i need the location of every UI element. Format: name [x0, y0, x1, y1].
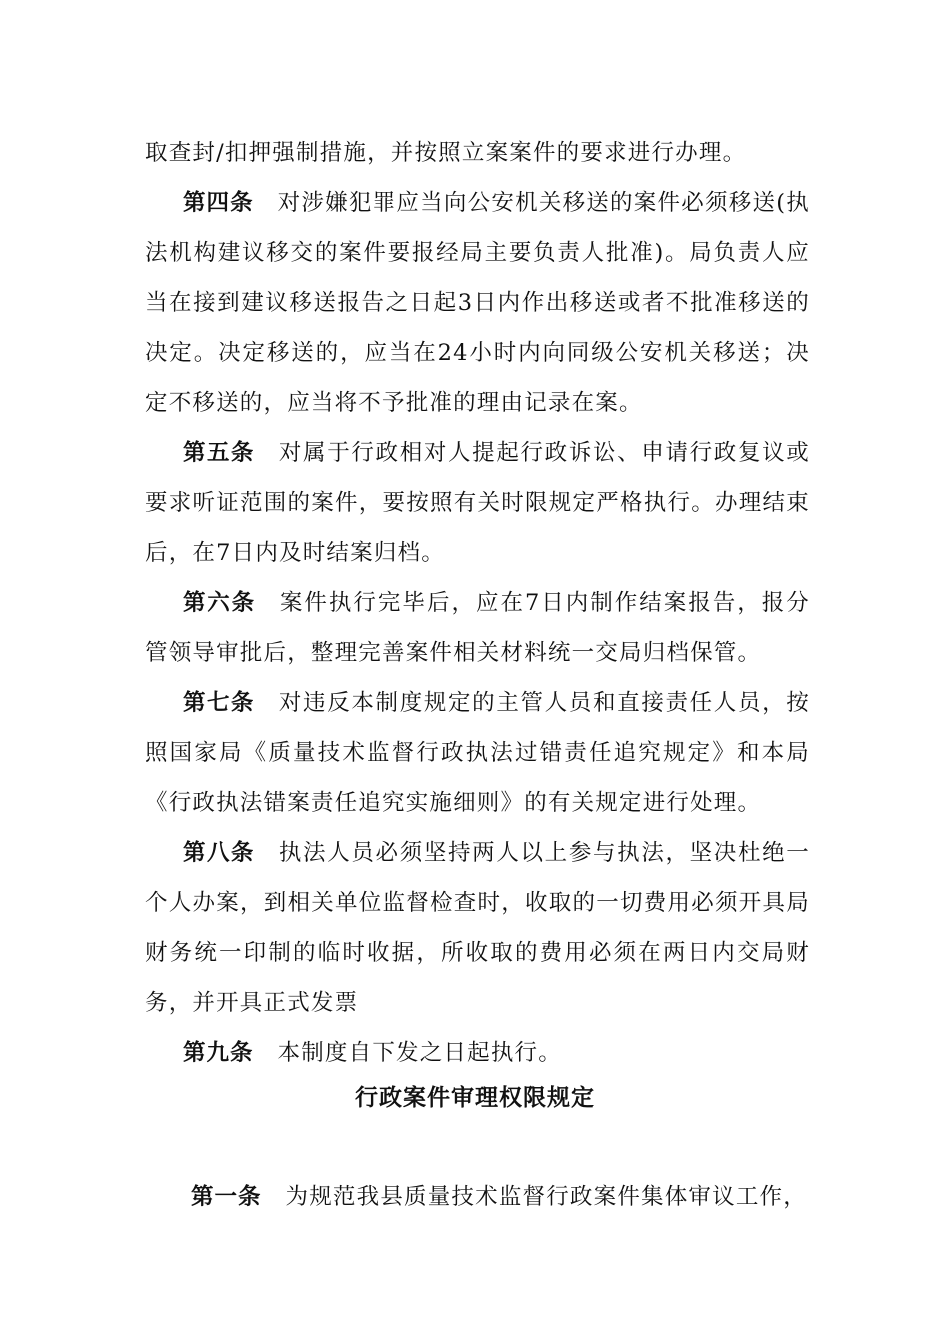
article-text: 对涉嫌犯罪应当向公安机关移送的案件必须移送(执法机构建议移交的案件要报经局主要负责人批准)。局负责人应当在接到建议移送报告之日起3日内作出移送或者不批准移送的决定。决定移送的，应当在24小时内向同级公安机关移送；决定不移送的，应当将不予批准的理由记录在案。 — [145, 190, 810, 416]
article-label: 第六条 — [183, 590, 256, 616]
article-text: 执法人员必须坚持两人以上参与执法，坚决杜绝一个人办案，到相关单位监督检查时，收取的一切费用必须开具局财务统一印制的临时收据，所收取的费用必须在两日内交局财务，并开具正式发票 — [145, 840, 810, 1016]
article-label: 第一条 — [191, 1184, 262, 1210]
section-title: 行政案件审理权限规定 — [355, 1085, 595, 1111]
continuation-paragraph: 取查封/扣押强制措施，并按照立案案件的要求进行办理。 — [145, 140, 747, 166]
document-body — [145, 128, 810, 1078]
article-label: 第七条 — [183, 690, 255, 716]
article-text: 对属于行政相对人提起行政诉讼、申请行政复议或要求听证范围的案件，要按照有关时限规定严格执行。办理结束后，在7日内及时结案归档。 — [145, 440, 810, 566]
article-label: 第九条 — [183, 1040, 254, 1066]
section-article-1 — [145, 1172, 810, 1222]
article-6 — [145, 578, 810, 678]
article-label: 第五条 — [183, 440, 255, 466]
article-text: 为规范我县质量技术监督行政案件集体审议工作， — [285, 1184, 807, 1210]
section-body — [145, 1172, 810, 1222]
article-text: 案件执行完毕后，应在7日内制作结案报告，报分管领导审批后，整理完善案件相关材料统一交局归档保管。 — [145, 590, 810, 666]
article-label: 第八条 — [183, 840, 255, 866]
article-7 — [145, 678, 810, 828]
article-5 — [145, 428, 810, 578]
article-text: 对违反本制度规定的主管人员和直接责任人员，按照国家局《质量技术监督行政执法过错责任追究规定》和本局《行政执法错案责任追究实施细则》的有关规定进行处理。 — [145, 690, 810, 816]
article-label: 第四条 — [183, 190, 254, 216]
article-text: 本制度自下发之日起执行。 — [277, 1040, 562, 1066]
article-9 — [145, 1028, 810, 1078]
article-4 — [145, 178, 810, 428]
article-8 — [145, 828, 810, 1028]
